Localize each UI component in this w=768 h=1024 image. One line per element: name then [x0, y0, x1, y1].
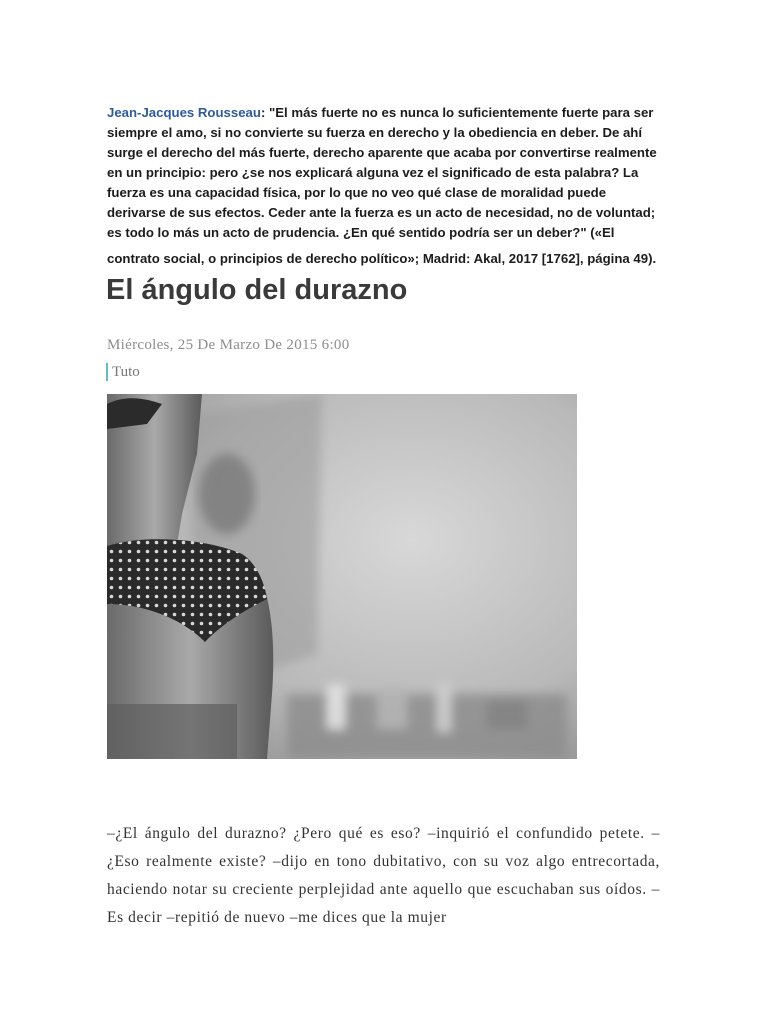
article-photo — [107, 394, 577, 759]
article-title: El ángulo del durazno — [106, 274, 408, 306]
quote-author-link[interactable]: Jean-Jacques Rousseau — [107, 105, 261, 120]
photo-image — [107, 394, 577, 759]
article-date: Miércoles, 25 De Marzo De 2015 6:00 — [107, 337, 350, 353]
quote-citation: contrato social, o principios de derecho político»; Madrid: Akal, 2017 [1762], página 49). — [107, 251, 657, 266]
quote-text: : "El más fuerte no es nunca lo suficientemente fuerte para ser siempre el amo, si no convierte su fuerza en derecho y la obediencia en deber. De ahí surge el derecho del más fuerte, derecho aparente que acaba por convertirse realmente en un principio: pero ¿se nos explicará alguna vez el significado de esta palabra? La fuerza es una capacidad física, por lo que no veo qué clase de moralidad puede derivarse de sus efectos. Ceder ante la fuerza es un acto de necesidad, no de voluntad; es todo lo más un acto de prudencia. ¿En qué sentido podría ser un deber?" («El — [107, 105, 657, 240]
rousseau-quote — [107, 103, 663, 269]
article-body: –¿El ángulo del durazno? ¿Pero qué es eso? –inquirió el confundido petete. –¿Eso realmente existe? –dijo en tono dubitativo, con su voz algo entrecortada, haciendo notar su creciente perplejidad ante aquello que escuchaban sus oídos. –Es decir –repitió de nuevo –me dices que la mujer — [107, 825, 660, 926]
article-tag-link[interactable]: Tuto — [106, 363, 140, 381]
